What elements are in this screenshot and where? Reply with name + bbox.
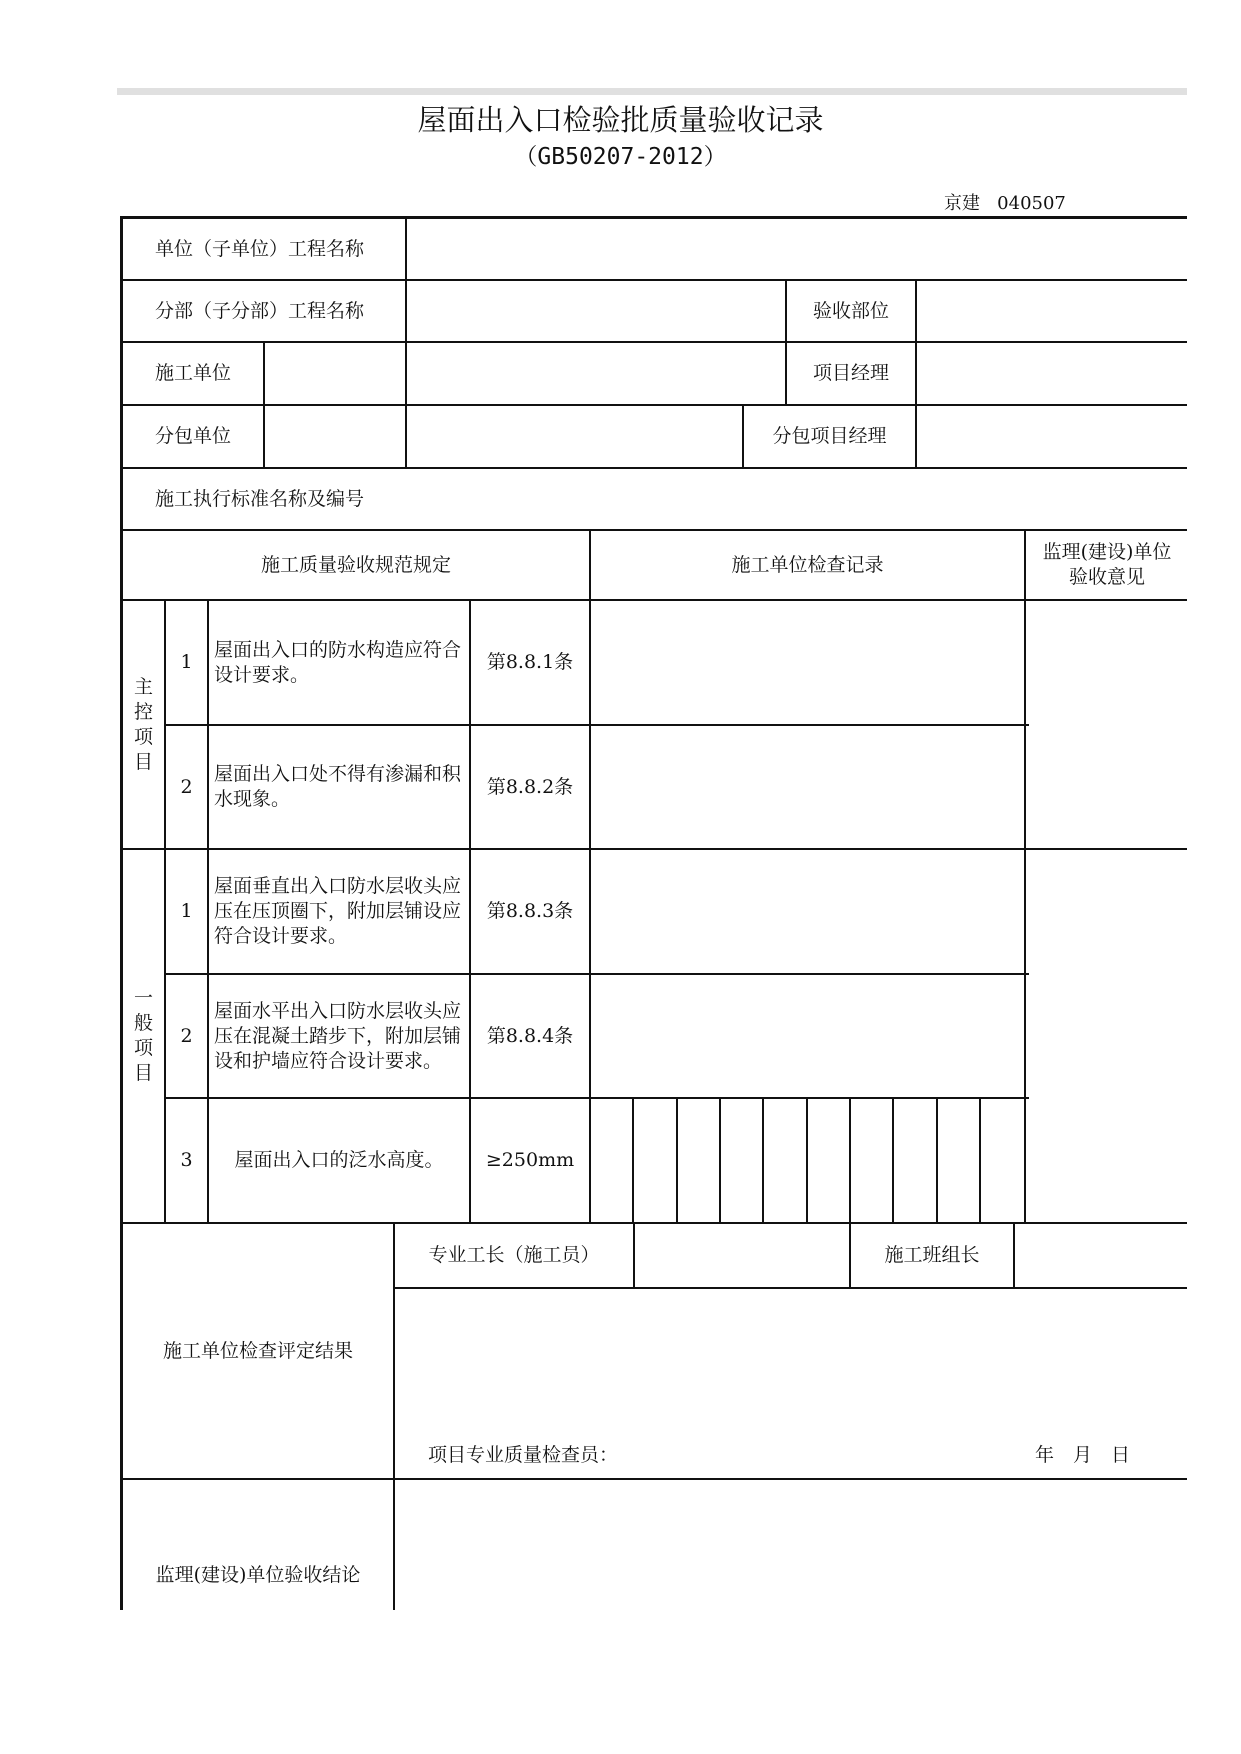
- clause-reference: 第8.8.2条: [486, 775, 574, 798]
- column-header-record: 施工单位检查记录: [731, 553, 884, 576]
- row-line: [122, 1478, 1187, 1480]
- date-field: 年 月 日: [1035, 1443, 1131, 1466]
- main-items-label: [123, 601, 164, 848]
- col-line: [632, 1098, 634, 1223]
- row-number: 1: [180, 651, 193, 673]
- col-line: [849, 1098, 851, 1223]
- item-description: 屋面出入口的防水构造应符合设计要求。: [214, 638, 462, 686]
- form-code: [944, 189, 1066, 215]
- form-code-number: 040507: [997, 193, 1066, 214]
- page-title: 屋面出入口检验批质量验收记录: [417, 103, 824, 137]
- item-description: 屋面出入口的泛水高度。: [234, 1149, 444, 1171]
- label-division-project-name: 分部（子分部）工程名称: [155, 299, 365, 322]
- row-line: [122, 404, 1187, 406]
- col-line: [915, 280, 917, 468]
- label-acceptance-location: 验收部位: [812, 299, 889, 322]
- main-items-label-char: 项: [133, 725, 153, 748]
- col-line: [589, 530, 591, 1223]
- general-items-label-char: 项: [133, 1037, 153, 1059]
- item-description: 屋面水平出入口防水层收头应压在混凝土踏步下，附加层铺设和护墙应符合设计要求。: [214, 999, 462, 1072]
- item-description: 屋面出入口处不得有渗漏和积水现象。: [214, 763, 462, 810]
- label-standard-name: 施工执行标准名称及编号: [155, 487, 365, 510]
- conclusion-section-label: 监理(建设)单位验收结论: [155, 1563, 361, 1586]
- main-items-label-char: 目: [133, 750, 153, 773]
- main-items-label-char: 控: [133, 700, 153, 723]
- col-line: [892, 1098, 894, 1223]
- top-divider: [117, 88, 1187, 95]
- col-line: [633, 1223, 635, 1288]
- row-number: 2: [180, 775, 193, 798]
- label-unit-project-name: 单位（子单位）工程名称: [155, 237, 365, 260]
- item-description: 屋面垂直出入口防水层收头应压在压顶圈下，附加层铺设应符合设计要求。: [214, 875, 462, 947]
- label-subcontractor: 分包单位: [155, 425, 232, 447]
- row-line: [122, 341, 1187, 343]
- clause-reference: 第8.8.1条: [486, 651, 574, 673]
- col-line: [405, 218, 407, 468]
- column-header-spec: 施工质量验收规范规定: [260, 553, 451, 576]
- label-team-leader: 施工班组长: [884, 1244, 980, 1266]
- clause-reference: ≥250mm: [485, 1149, 575, 1171]
- main-items-label-char: 主: [133, 675, 153, 698]
- col-line: [806, 1098, 808, 1223]
- col-line: [979, 1098, 981, 1223]
- label-sub-project-manager: 分包项目经理: [772, 425, 887, 447]
- general-items-label: [123, 850, 164, 1222]
- general-items-label-char: 般: [133, 1012, 153, 1034]
- row-line: [395, 1287, 1187, 1289]
- col-line: [1024, 530, 1026, 1223]
- column-header-supervision: 监理(建设)单位验收意见: [1042, 541, 1172, 588]
- row-number: 2: [180, 1024, 193, 1047]
- clause-reference: 第8.8.4条: [486, 1024, 574, 1047]
- form-code-label: 京建: [944, 193, 980, 214]
- label-quality-inspector: 项目专业质量检查员：: [428, 1443, 619, 1466]
- label-construction-unit: 施工单位: [155, 362, 232, 384]
- col-line: [936, 1098, 938, 1223]
- col-line: [676, 1098, 678, 1223]
- col-line: [719, 1098, 721, 1223]
- clause-reference: 第8.8.3条: [486, 900, 574, 922]
- row-number: 1: [180, 900, 193, 922]
- result-section-label: 施工单位检查评定结果: [162, 1339, 353, 1362]
- general-items-label-char: 一: [133, 987, 153, 1009]
- standard-code: （GB50207-2012）: [514, 144, 727, 170]
- col-line: [263, 342, 265, 468]
- row-number: 3: [180, 1149, 193, 1171]
- col-line: [762, 1098, 764, 1223]
- label-project-manager: 项目经理: [812, 362, 889, 384]
- col-line: [1013, 1223, 1015, 1288]
- general-items-label-char: 目: [133, 1062, 153, 1084]
- label-foreman: 专业工长（施工员）: [428, 1244, 600, 1266]
